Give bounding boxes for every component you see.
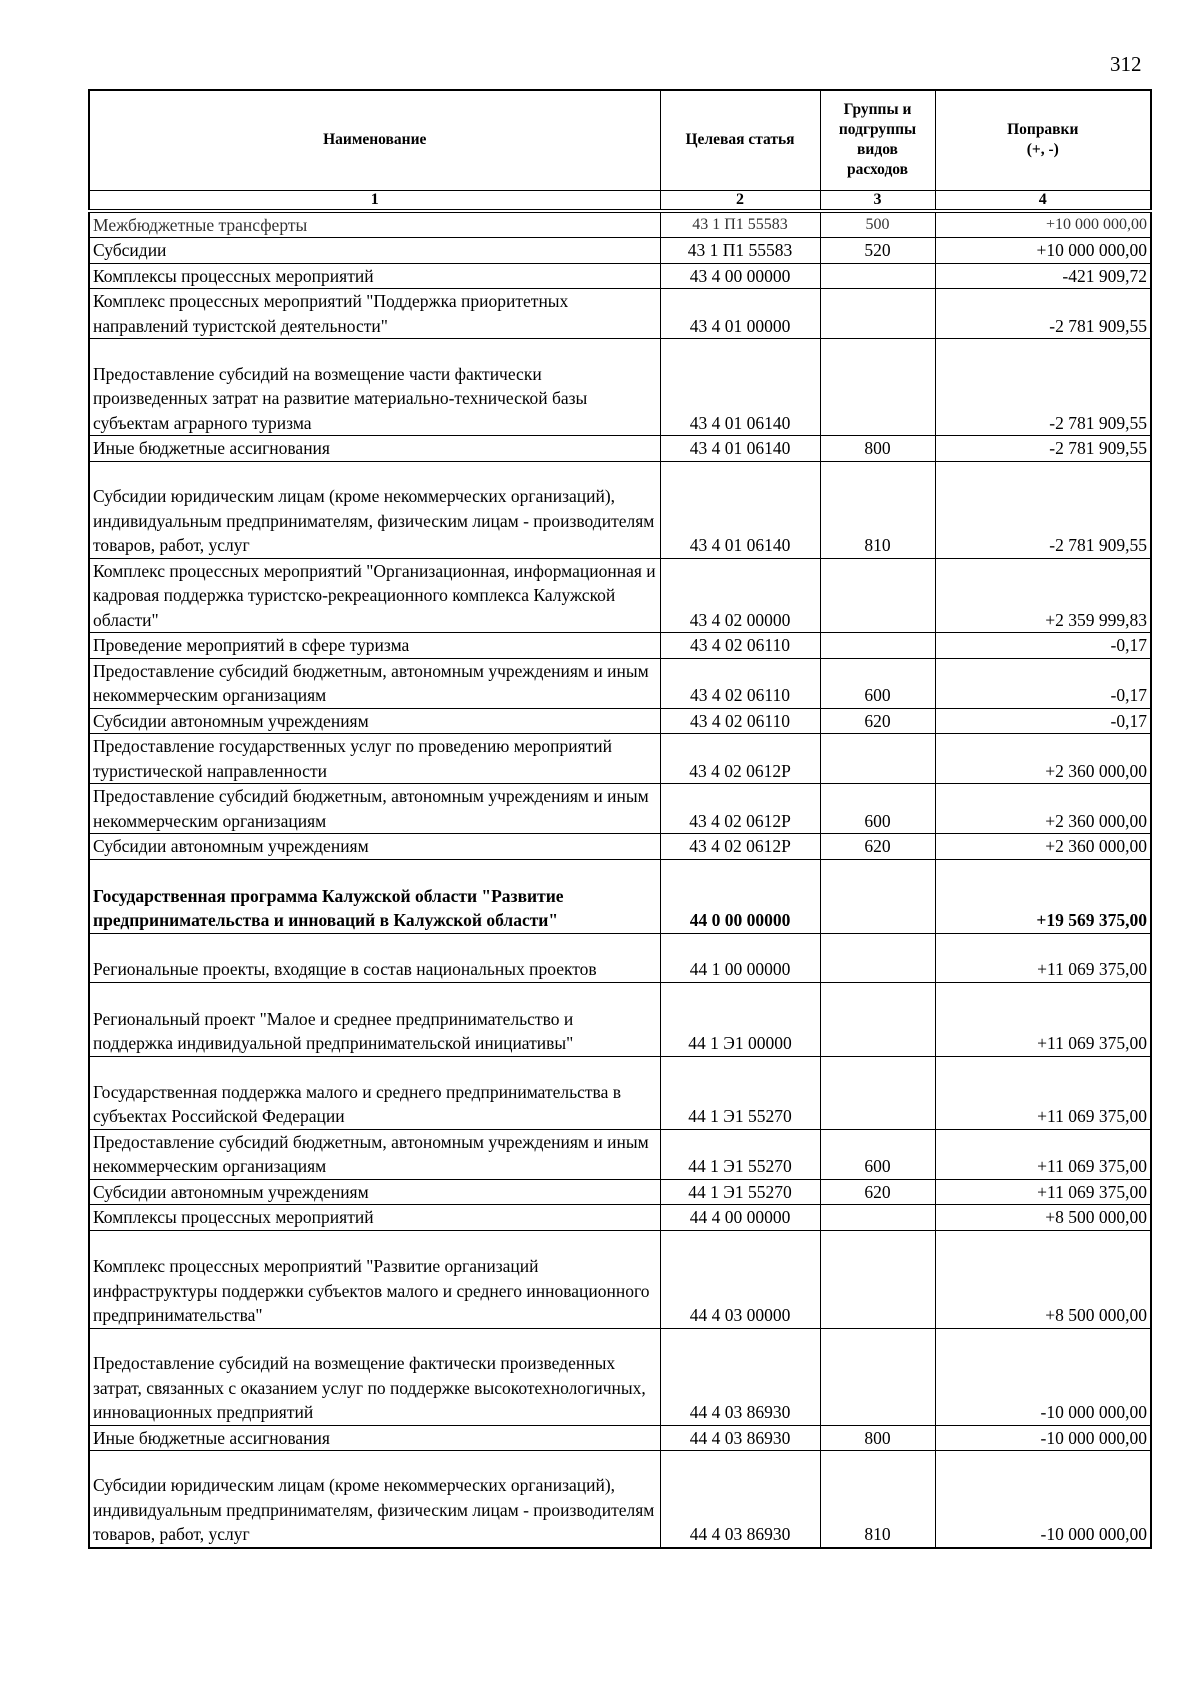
cell-name: Субсидии автономным учреждениям xyxy=(89,834,660,860)
cell-target-article: 44 4 00 00000 xyxy=(660,1205,820,1231)
cell-name: Субсидии юридическим лицам (кроме некоммерческих организаций), индивидуальным предпринимателям, физическим лицам - производителям товаров, работ, услуг xyxy=(89,461,660,558)
table-row xyxy=(89,1425,1151,1451)
cell-amendment: +11 069 375,00 xyxy=(935,933,1151,982)
cell-amendment: +10 000 000,00 xyxy=(935,238,1151,264)
page-number: 312 xyxy=(1110,52,1142,76)
cell-name: Комплекс процессных мероприятий "Организационная, информационная и кадровая поддержка туристско-рекреационного комплекса Калужской области" xyxy=(89,558,660,633)
cell-name: Субсидии автономным учреждениям xyxy=(89,1179,660,1205)
cell-amendment: -0,17 xyxy=(935,658,1151,708)
table-row xyxy=(89,784,1151,834)
cell-target-article: 43 4 01 06140 xyxy=(660,461,820,558)
cell-amendment: -2 781 909,55 xyxy=(935,461,1151,558)
cell-target-article: 44 4 03 86930 xyxy=(660,1425,820,1451)
table-row xyxy=(89,1056,1151,1129)
table-row xyxy=(89,461,1151,558)
table-row xyxy=(89,211,1151,238)
cell-amendment: -10 000 000,00 xyxy=(935,1451,1151,1548)
table-row xyxy=(89,658,1151,708)
cell-target-article: 43 4 01 00000 xyxy=(660,289,820,339)
cell-expense-group xyxy=(820,289,935,339)
cell-expense-group: 500 xyxy=(820,211,935,238)
cell-expense-group: 600 xyxy=(820,658,935,708)
column-number: 2 xyxy=(660,190,820,211)
cell-target-article: 43 4 02 06110 xyxy=(660,658,820,708)
table-row xyxy=(89,708,1151,734)
table-row xyxy=(89,263,1151,289)
cell-amendment: +2 360 000,00 xyxy=(935,834,1151,860)
cell-target-article: 43 1 П1 55583 xyxy=(660,211,820,238)
cell-amendment: +11 069 375,00 xyxy=(935,1129,1151,1179)
cell-target-article: 44 1 Э1 00000 xyxy=(660,982,820,1056)
cell-name: Субсидии автономным учреждениям xyxy=(89,708,660,734)
cell-name: Комплексы процессных мероприятий xyxy=(89,1205,660,1231)
cell-amendment: -2 781 909,55 xyxy=(935,339,1151,436)
cell-expense-group xyxy=(820,1056,935,1129)
column-number: 3 xyxy=(820,190,935,211)
cell-amendment: +8 500 000,00 xyxy=(935,1230,1151,1328)
table-row xyxy=(89,1230,1151,1328)
budget-amendments-table xyxy=(88,89,1152,1549)
table-row xyxy=(89,633,1151,659)
table-row xyxy=(89,734,1151,784)
table-row xyxy=(89,436,1151,462)
cell-target-article: 44 4 03 86930 xyxy=(660,1451,820,1548)
cell-amendment: +2 359 999,83 xyxy=(935,558,1151,633)
cell-expense-group: 600 xyxy=(820,784,935,834)
cell-expense-group xyxy=(820,558,935,633)
cell-expense-group xyxy=(820,734,935,784)
cell-name: Предоставление государственных услуг по проведению мероприятий туристической направленности xyxy=(89,734,660,784)
cell-amendment: +11 069 375,00 xyxy=(935,1179,1151,1205)
table-row xyxy=(89,339,1151,436)
cell-amendment: +11 069 375,00 xyxy=(935,1056,1151,1129)
cell-amendment: -0,17 xyxy=(935,708,1151,734)
cell-target-article: 44 1 00 00000 xyxy=(660,933,820,982)
cell-target-article: 43 4 01 06140 xyxy=(660,436,820,462)
cell-name: Предоставление субсидий бюджетным, автономным учреждениям и иным некоммерческим организациям xyxy=(89,784,660,834)
header-expense-group-line: видов xyxy=(857,141,898,159)
cell-amendment: +11 069 375,00 xyxy=(935,982,1151,1056)
cell-expense-group xyxy=(820,1230,935,1328)
cell-target-article: 43 4 00 00000 xyxy=(660,263,820,289)
cell-target-article: 43 4 02 00000 xyxy=(660,558,820,633)
table-body xyxy=(89,211,1151,1548)
header-expense-group-line: Группы и xyxy=(843,101,912,119)
header-amendments xyxy=(935,90,1151,190)
cell-amendment: +19 569 375,00 xyxy=(935,859,1151,933)
table-row xyxy=(89,238,1151,264)
cell-expense-group: 520 xyxy=(820,238,935,264)
cell-target-article: 44 1 Э1 55270 xyxy=(660,1129,820,1179)
cell-target-article: 44 0 00 00000 xyxy=(660,859,820,933)
table-row xyxy=(89,1451,1151,1548)
cell-amendment: -2 781 909,55 xyxy=(935,289,1151,339)
cell-name: Государственная поддержка малого и среднего предпринимательства в субъектах Российской Федерации xyxy=(89,1056,660,1129)
cell-name: Иные бюджетные ассигнования xyxy=(89,1425,660,1451)
cell-expense-group xyxy=(820,263,935,289)
table-row xyxy=(89,1328,1151,1425)
table-row xyxy=(89,933,1151,982)
cell-expense-group: 800 xyxy=(820,436,935,462)
cell-expense-group xyxy=(820,982,935,1056)
header-expense-group-line: подгруппы xyxy=(838,121,917,139)
cell-name: Государственная программа Калужской области "Развитие предпринимательства и инноваций в Калужской области" xyxy=(89,859,660,933)
cell-expense-group: 600 xyxy=(820,1129,935,1179)
header-amendments-line: (+, -) xyxy=(1026,141,1059,159)
cell-amendment: -421 909,72 xyxy=(935,263,1151,289)
cell-expense-group: 620 xyxy=(820,834,935,860)
column-number: 1 xyxy=(89,190,660,211)
cell-target-article: 43 4 02 0612Р xyxy=(660,734,820,784)
header-expense-group-line: расходов xyxy=(846,161,909,179)
table-row xyxy=(89,1129,1151,1179)
cell-name: Региональный проект "Малое и среднее предпринимательство и поддержка индивидуальной предпринимательской инициативы" xyxy=(89,982,660,1056)
cell-name: Комплексы процессных мероприятий xyxy=(89,263,660,289)
cell-target-article: 44 1 Э1 55270 xyxy=(660,1056,820,1129)
cell-name: Комплекс процессных мероприятий "Поддержка приоритетных направлений туристской деятельности" xyxy=(89,289,660,339)
cell-target-article: 43 4 02 0612Р xyxy=(660,834,820,860)
cell-name: Предоставление субсидий бюджетным, автономным учреждениям и иным некоммерческим организациям xyxy=(89,658,660,708)
cell-target-article: 43 4 02 0612Р xyxy=(660,784,820,834)
cell-target-article: 43 1 П1 55583 xyxy=(660,238,820,264)
cell-name: Проведение мероприятий в сфере туризма xyxy=(89,633,660,659)
cell-amendment: -2 781 909,55 xyxy=(935,436,1151,462)
cell-amendment: +2 360 000,00 xyxy=(935,734,1151,784)
cell-amendment: -10 000 000,00 xyxy=(935,1425,1151,1451)
cell-name: Иные бюджетные ассигнования xyxy=(89,436,660,462)
cell-expense-group: 620 xyxy=(820,708,935,734)
cell-expense-group xyxy=(820,339,935,436)
cell-expense-group xyxy=(820,1328,935,1425)
table-row xyxy=(89,1179,1151,1205)
cell-target-article: 43 4 01 06140 xyxy=(660,339,820,436)
table-row xyxy=(89,558,1151,633)
table-row xyxy=(89,1205,1151,1231)
cell-amendment: +10 000 000,00 xyxy=(935,211,1151,238)
cell-target-article: 44 4 03 00000 xyxy=(660,1230,820,1328)
table-row xyxy=(89,289,1151,339)
cell-name: Субсидии xyxy=(89,238,660,264)
cell-target-article: 44 1 Э1 55270 xyxy=(660,1179,820,1205)
cell-expense-group xyxy=(820,1205,935,1231)
cell-expense-group: 810 xyxy=(820,1451,935,1548)
column-number: 4 xyxy=(935,190,1151,211)
table-row xyxy=(89,834,1151,860)
cell-expense-group: 620 xyxy=(820,1179,935,1205)
cell-target-article: 43 4 02 06110 xyxy=(660,633,820,659)
cell-expense-group: 800 xyxy=(820,1425,935,1451)
cell-expense-group xyxy=(820,859,935,933)
cell-expense-group: 810 xyxy=(820,461,935,558)
header-target-article: Целевая статья xyxy=(660,90,820,190)
cell-amendment: +2 360 000,00 xyxy=(935,784,1151,834)
cell-amendment: -0,17 xyxy=(935,633,1151,659)
budget-amendments-table-container xyxy=(88,89,1150,1549)
cell-name: Субсидии юридическим лицам (кроме некоммерческих организаций), индивидуальным предпринимателям, физическим лицам - производителям товаров, работ, услуг xyxy=(89,1451,660,1548)
table-row xyxy=(89,982,1151,1056)
header-name: Наименование xyxy=(89,90,660,190)
header-expense-group xyxy=(820,90,935,190)
cell-amendment: +8 500 000,00 xyxy=(935,1205,1151,1231)
cell-name: Предоставление субсидий бюджетным, автономным учреждениям и иным некоммерческим организациям xyxy=(89,1129,660,1179)
cell-name: Предоставление субсидий на возмещение фактически произведенных затрат, связанных с оказанием услуг по поддержке высокотехнологичных, инновационных предприятий xyxy=(89,1328,660,1425)
cell-name: Комплекс процессных мероприятий "Развитие организаций инфраструктуры поддержки субъектов малого и среднего инновационного предпринимательства" xyxy=(89,1230,660,1328)
cell-target-article: 43 4 02 06110 xyxy=(660,708,820,734)
cell-name: Региональные проекты, входящие в состав национальных проектов xyxy=(89,933,660,982)
cell-expense-group xyxy=(820,933,935,982)
cell-amendment: -10 000 000,00 xyxy=(935,1328,1151,1425)
cell-name: Предоставление субсидий на возмещение части фактически произведенных затрат на развитие материально-технической базы субъектам аграрного туризма xyxy=(89,339,660,436)
table-row xyxy=(89,859,1151,933)
header-amendments-line: Поправки xyxy=(1007,121,1079,139)
cell-name: Межбюджетные трансферты xyxy=(89,211,660,238)
cell-target-article: 44 4 03 86930 xyxy=(660,1328,820,1425)
cell-expense-group xyxy=(820,633,935,659)
